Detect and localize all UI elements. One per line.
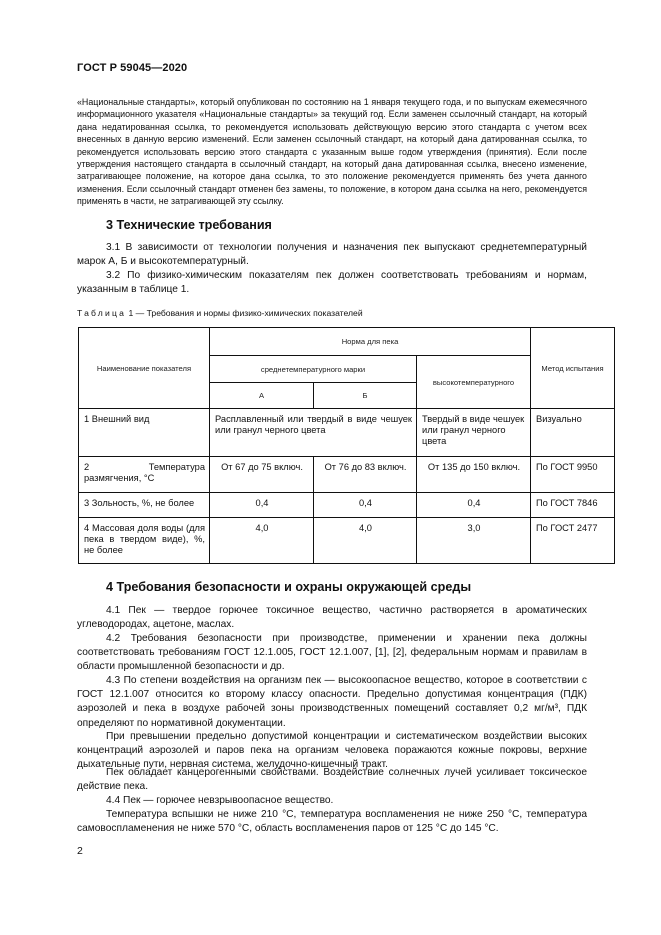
row-2-method: По ГОСТ 9950 [531, 457, 615, 493]
row-1-method: Визуально [531, 409, 615, 457]
header-grade-a: А [210, 383, 314, 409]
row-3-grade-a: 0,4 [210, 493, 314, 518]
norms-table [78, 327, 615, 564]
table-row [79, 409, 615, 457]
row-3-name: 3 Зольность, %, не более [79, 493, 210, 518]
section-3-paragraph-2-text: 3.2 По физико-химическим показателям пек должен соответствовать требованиям и нормам, указанным в таблице 1. [77, 270, 587, 296]
section-3-paragraph-1-text: 3.1 В зависимости от технологии получения и назначения пек выпускают среднетемпературный марок А, Б и высокотемпературный. [77, 242, 587, 268]
section-4-paragraph-2-text: 4.2 Требования безопасности при производстве, применении и хранении пека должны соответствовать требованиям ГОСТ 12.1.005, ГОСТ 12.1.007, [1], [2], федеральным нормам и правилам в области промышленной безопасности и др. [77, 633, 587, 673]
section-3-title: 3 Технические требования [106, 218, 272, 232]
page-number: 2 [77, 845, 83, 857]
row-3-method: По ГОСТ 7846 [531, 493, 615, 518]
row-4-name: 4 Массовая доля воды (для пека в твердом виде), %, не более [79, 518, 210, 564]
section-3-paragraph-2 [77, 269, 587, 297]
section-4-paragraph-6 [77, 794, 587, 808]
row-1-high: Твердый в виде чешуек или гранул черного цвета [417, 409, 531, 457]
section-4-paragraph-3 [77, 674, 587, 731]
section-4-paragraph-7-text: Температура вспышки не ниже 210 °С, температура воспламенения не ниже 250 °С, температура самовоспламенения не ниже 570 °С, область воспламенения паров от 125 °С до 145 °С. [77, 809, 587, 835]
table-row [79, 518, 615, 564]
section-4-paragraph-5 [77, 766, 587, 794]
section-4-paragraph-6-text: 4.4 Пек — горючее невзрывоопасное вещество. [106, 795, 334, 806]
row-2-grade-a: От 67 до 75 включ. [210, 457, 314, 493]
section-3-paragraph-1 [77, 241, 587, 269]
row-4-high: 3,0 [417, 518, 531, 564]
header-grade-b: Б [314, 383, 417, 409]
document-header: ГОСТ Р 59045—2020 [77, 62, 188, 74]
section-4-paragraph-5-text: Пек обладает канцерогенными свойствами. Воздействие солнечных лучей усиливает токсическое действие пека. [77, 767, 587, 793]
table-row [79, 457, 615, 493]
row-2-grade-b: От 76 до 83 включ. [314, 457, 417, 493]
table-caption-word: Таблица [77, 308, 127, 318]
section-4-title: 4 Требования безопасности и охраны окружающей среды [106, 580, 472, 594]
section-4-paragraph-1-text: 4.1 Пек — твердое горючее токсичное вещество, частично растворяется в ароматических углеводородах, ацетоне, маслах. [77, 605, 587, 631]
header-norm: Норма для пека [210, 328, 531, 356]
row-1-name: 1 Внешний вид [79, 409, 210, 457]
row-4-grade-a: 4,0 [210, 518, 314, 564]
row-2-name: 2 Температура размягчения, °С [79, 457, 210, 493]
intro-paragraph: «Национальные стандарты», который опубликован по состоянию на 1 января текущего года, и по выпускам ежемесячного информационного указателя «Национальные стандарты» за текущий год. Если заменен ссылочный стандарт, на который дана недатированная ссылка, то рекомендуется использовать действующую версию этого стандарта с учетом всех внесенных в данную версию изменений. Если заменен ссылочный стандарт, на который дана датированная ссылка, то рекомендуется использовать версию этого стандарта с указанным выше годом утверждения (принятия). Если после утверждения настоящего стандарта в ссылочный стандарт, на который дана датированная ссылка, внесено изменение, затрагивающее положение, на которое дана ссылка, то это положение рекомендуется применять без учета данного изменения. Если ссылочный стандарт отменен без замены, то положение, в котором дана ссылка на него, рекомендуется применять в части, не затрагивающей эту ссылку. [77, 97, 587, 207]
section-4-paragraph-7 [77, 808, 587, 836]
row-4-grade-b: 4,0 [314, 518, 417, 564]
row-1-medium: Расплавленный или твердый в виде чешуек или гранул черного цвета [210, 409, 417, 457]
section-4-paragraph-2 [77, 632, 587, 675]
table-row [79, 493, 615, 518]
header-high-temp: высокотемпературного [417, 356, 531, 409]
row-3-high: 0,4 [417, 493, 531, 518]
table-caption [77, 308, 363, 318]
section-4-paragraph-1 [77, 604, 587, 632]
row-3-grade-b: 0,4 [314, 493, 417, 518]
header-medium-temp: среднетемпературного марки [210, 356, 417, 383]
header-indicator-name: Наименование показателя [79, 328, 210, 409]
section-4-paragraph-3-text: 4.3 По степени воздействия на организм пек — высокоопасное вещество, которое в соответствии с ГОСТ 12.1.007 относится ко второму классу опасности. Предельно допустимая концентрация (ПДК) аэрозолей и пека в воздухе рабочей зоны производственных помещений составляет 0,2 мг/м³, ПДК определяют по нормативной документации. [77, 675, 587, 729]
row-4-method: По ГОСТ 2477 [531, 518, 615, 564]
header-test-method: Метод испытания [531, 328, 615, 409]
row-2-high: От 135 до 150 включ. [417, 457, 531, 493]
section-4-paragraph-4-text: При превышении предельно допустимой концентрации и систематическом воздействии высоких концентраций аэрозолей и паров пека на организм человека поражаются кожные покровы, верхние дыхательные пути, нервная система, желудочно-кишечный тракт. [77, 731, 587, 771]
table-caption-text: 1 — Требования и нормы физико-химических показателей [126, 308, 363, 318]
